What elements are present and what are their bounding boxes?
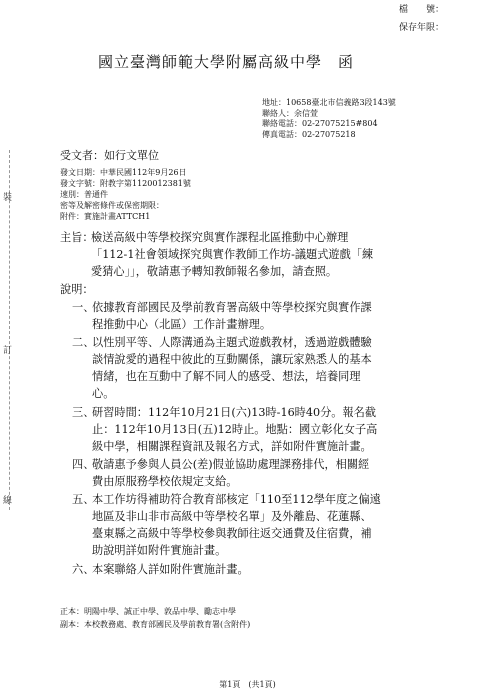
subject-line-2: 「112-1社會領域探究與實作教師工作坊-議題式遊戲「練: [91, 248, 374, 261]
subject-line-1: 檢送高級中等學校探究與實作課程北區推動中心辦理: [91, 231, 349, 244]
item-line: 臺東縣之高級中等學校參與教師往返交通費及住宿費，補: [92, 527, 372, 540]
classification: 密等及解密條件或保密期限：: [60, 201, 164, 210]
recipient: 受文者：如行文單位: [60, 149, 159, 162]
item-line: 敬請惠予參與人員公(差)假並協助處理課務排代，相關經: [92, 458, 370, 471]
explanation-label: 說明：: [60, 283, 94, 296]
attachment: 附件：實施計畫ATTCH1: [60, 212, 151, 221]
contact-phone: 聯絡電話：02-27075215#804: [262, 119, 378, 128]
item-line: 止：112年10月13日(五)12時止。地點：國立彰化女子高: [92, 423, 378, 436]
item-number: 三、: [72, 406, 95, 419]
item-number: 二、: [72, 336, 95, 349]
binding-mark-1: 裝: [3, 193, 13, 203]
distribution-copy: 副本：本校教務處、教育部國民及學前教育署(含附件): [60, 620, 251, 629]
delivery-speed: 速別：普通件: [60, 190, 108, 199]
address: 地址：10658臺北市信義路3段143號: [262, 98, 396, 107]
file-number-label: 檔 號：: [399, 5, 445, 15]
item-number: 一、: [72, 301, 95, 314]
item-line: 心。: [92, 387, 115, 400]
item-number: 六、: [72, 563, 95, 576]
item-line: 級中學，相關課程資訊及報名方式，詳如附件實施計畫。: [92, 440, 372, 453]
retention-label: 保存年限：: [399, 23, 445, 33]
page-number: 第1頁 (共1頁): [219, 680, 276, 689]
item-line: 地區及非山非市高級中等學校名單」及外離島、花蓮縣、: [92, 510, 372, 523]
item-line: 情緒，也在互動中了解不同人的感受、想法，培養同理: [92, 370, 361, 383]
contact-person: 聯絡人：余信萱: [262, 109, 318, 118]
binding-mark-2: 訂: [3, 346, 13, 356]
document-title: 國立臺灣師範大學附屬高級中學 函: [98, 53, 355, 71]
item-line: 研習時間：112年10月21日(六)13時-16時40分。報名截: [92, 406, 377, 419]
subject-line-3: 愛猜心」」，敬請惠予轉知教師報名參加，請查照。: [91, 265, 338, 278]
subject-label: 主旨：: [60, 231, 94, 244]
item-number: 四、: [72, 458, 95, 471]
item-line: 程推動中心（北區）工作計畫辦理。: [92, 318, 272, 331]
item-number: 五、: [72, 493, 95, 506]
contact-fax: 傳真電話：02-27075218: [262, 130, 356, 139]
binding-mark-3: 線: [3, 496, 13, 506]
issue-date: 發文日期：中華民國112年9月26日: [60, 168, 187, 177]
item-line: 費由原服務學校依規定支給。: [92, 475, 238, 488]
binding-line: [9, 150, 10, 510]
item-line: 本案聯絡人詳如附件實施計畫。: [92, 563, 249, 576]
item-line: 以性別平等、人際溝通為主題式遊戲教材，透過遊戲體驗: [92, 336, 372, 349]
item-line: 本工作坊得補助符合教育部核定「110至112學年度之偏遠: [92, 493, 381, 506]
item-line: 依據教育部國民及學前教育署高級中等學校探究與實作課: [92, 301, 372, 314]
reference-number: 發文字號：附教字第1120012381號: [60, 179, 191, 188]
item-line: 談情說愛的過程中彼此的互動關係，讓玩家熟悉人的基本: [92, 353, 372, 366]
item-line: 助說明詳如附件實施計畫。: [92, 544, 227, 557]
distribution-primary: 正本：明陽中學、誠正中學、敦品中學、勵志中學: [60, 607, 236, 616]
